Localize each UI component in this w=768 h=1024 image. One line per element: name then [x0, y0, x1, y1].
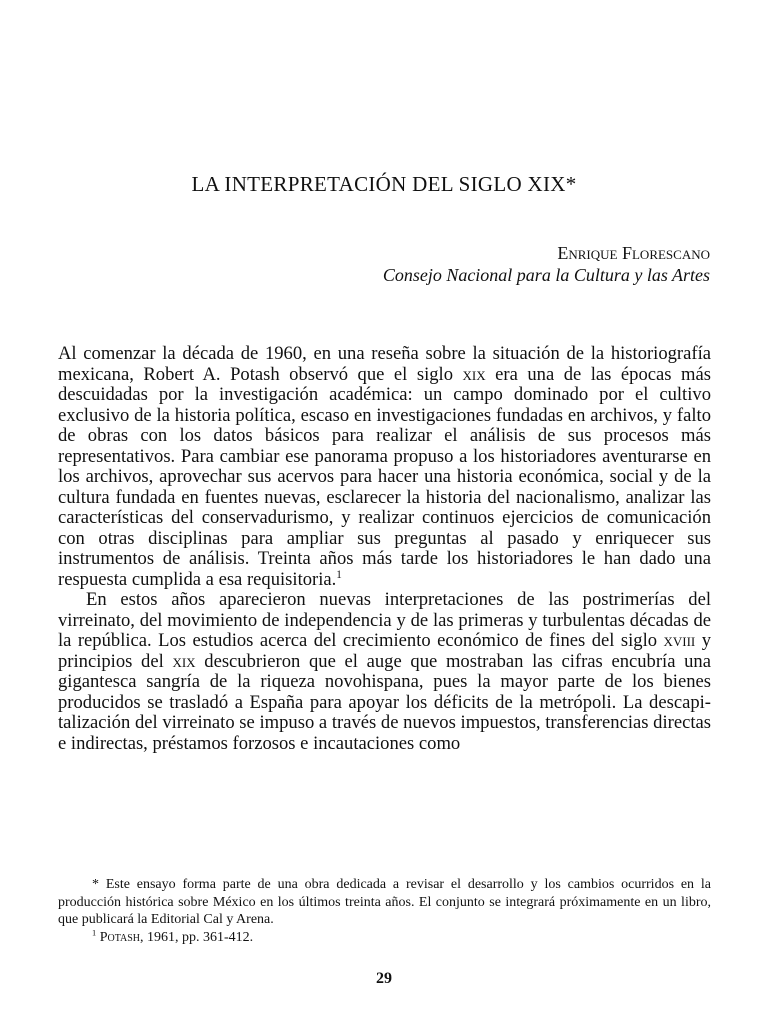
author-affiliation: Consejo Nacional para la Cultura y las Artes	[382, 265, 710, 285]
footnote-1-mark: 1	[92, 927, 97, 937]
paragraph-2-text-b: y principios del	[58, 630, 711, 672]
article-body	[58, 344, 711, 754]
footnote-star: * Este ensayo forma parte de una obra dedicada a revisar el desarrollo y los cambios ocurridos en la producción histórica sobre México en los últimos treinta años. El conjunto se integrará próximamente en un libro, que publicará la Editorial Cal y Arena.	[58, 877, 711, 927]
century-numeral: xix	[462, 363, 486, 385]
footnote-1-citation: , 1961, pp. 361-412.	[140, 929, 254, 945]
footnote-1-author: Potash	[99, 929, 141, 945]
century-numeral: xviii	[663, 630, 696, 651]
paragraph-2-text-c: descubrieron que el auge que mostraban las cifras encubría una gigantesca sangría de la riqueza novohispana, pues la mayor parte de los bienes producidos se trasladó a España para apoyar los déficits de la metrópoli. La descapitalización del virreinato se impuso a través de nuevos impuestos, transferencias directas e indirectas, préstamos forzosos e incautaciones como	[58, 650, 711, 754]
page-number: 29	[376, 970, 392, 987]
paragraph-2	[58, 590, 711, 754]
byline	[383, 242, 710, 286]
paragraph-1-text-b: era una de las épocas más descuidadas por la investigación académica: un campo dominado por el cultivo exclusivo de la historia política, escaso en investigaciones fundadas en archivos, y falto de obras con los datos básicos para realizar el análisis de sus procesos más representativos. Para cambiar ese panorama propuso a los historiadores aventurarse en los archivos, aprovechar sus acervos para hacer una historia económica, social y de la cultura fundada en fuentes nuevas, esclarecer la historia del nacionalismo, analizar las características del conservadurismo, y realizar continuos ejercicios de comunicación con otras disciplinas para ampliar sus preguntas al pasado y enriquecer sus instrumentos de análisis. Treinta años más tarde los historiadores le han dado una respuesta cumplida a esa requisitoria.	[58, 363, 711, 590]
century-numeral: xix	[172, 650, 196, 672]
footnotes	[58, 876, 711, 946]
footnote-ref-1: 1	[336, 568, 342, 581]
paragraph-1	[58, 344, 711, 590]
author-name: Enrique Florescano	[557, 243, 710, 263]
paragraph-2-text-a: En estos años aparecieron nuevas interpretaciones de las postrimerías del virreinato, del movimiento de independencia y de las primeras y turbulentas décadas de la república. Los estudios acerca del crecimiento económico de fines del siglo	[58, 589, 711, 651]
article-title: LA INTERPRETACIÓN DEL SIGLO XIX*	[191, 172, 577, 196]
footnote-1	[58, 929, 711, 947]
paragraph-1-text-a: Al comenzar la década de 1960, en una reseña sobre la situación de la historiografía mexicana, Robert A. Potash observó que el siglo	[58, 343, 711, 385]
